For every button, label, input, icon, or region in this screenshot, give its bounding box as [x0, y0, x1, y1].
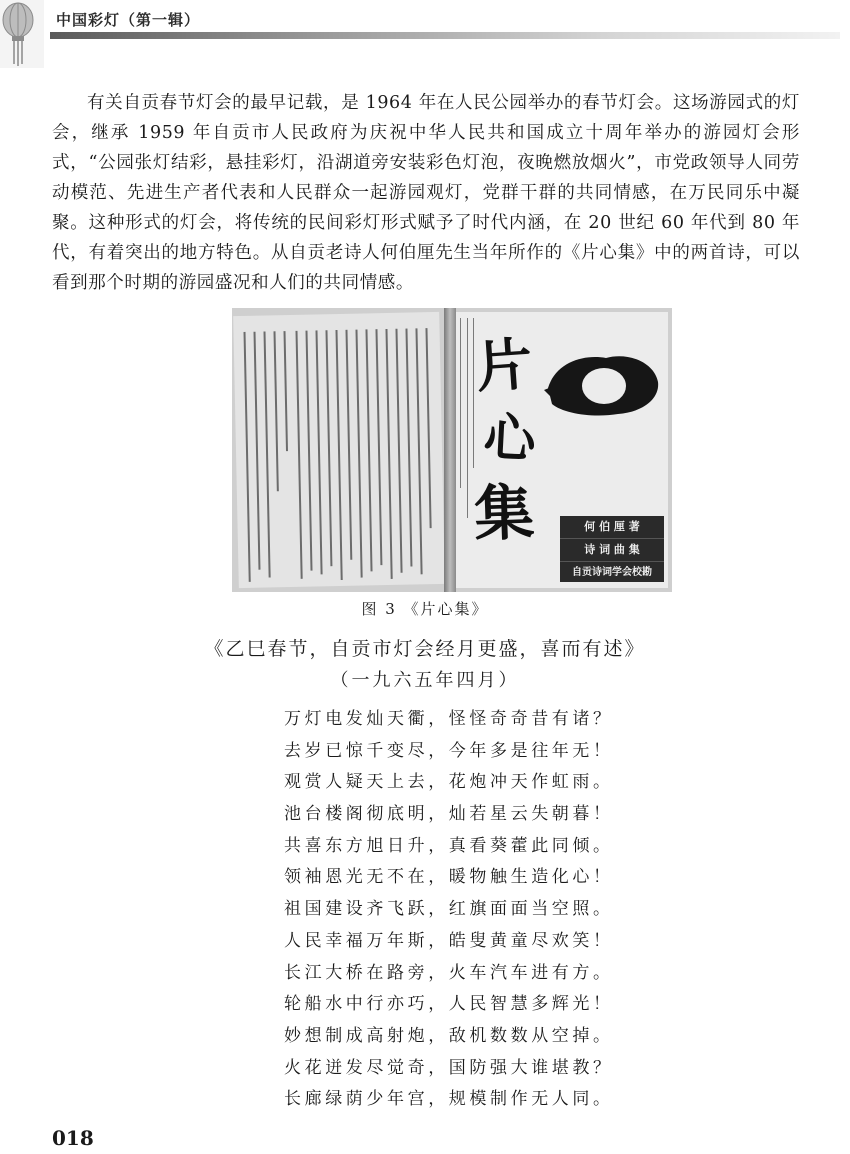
- figure-caption: 图 3 《片心集》: [361, 600, 489, 618]
- poem-line: 人民幸福万年斯，皓叟黄童尽欢笑！: [284, 930, 614, 951]
- poem-line: 领袖恩光无不在，暖物触生造化心！: [284, 867, 614, 888]
- publisher-label: [560, 516, 664, 582]
- header-title: 中国彩灯（第一辑）: [56, 11, 201, 29]
- poem-line: 共喜东方旭日升，真看葵藿此同倾。: [284, 835, 614, 856]
- ink-brush-stroke-icon: [544, 348, 662, 420]
- book-cover-page: [456, 312, 668, 588]
- book-photo: [232, 308, 672, 592]
- poem-line: 长江大桥在路旁，火车汽车进有方。: [284, 962, 614, 983]
- poem-line: 去岁已惊千变尽，今年多是往年无！: [284, 740, 614, 761]
- book-inner-page: [233, 312, 445, 588]
- page-header: [0, 0, 850, 70]
- poem-date: （一九六五年四月）: [330, 670, 520, 691]
- poem-line: 观赏人疑天上去，花炮冲天作虹雨。: [284, 772, 614, 793]
- poem-lines: [284, 704, 704, 1116]
- poem-line: 祖国建设齐飞跃，红旗面面当空照。: [284, 899, 614, 920]
- poem-line: 万灯电发灿天衢，怪怪奇奇昔有诸？: [284, 709, 614, 729]
- collection-line: 诗 词 曲 集: [560, 539, 664, 562]
- body-paragraph: 有关自贡春节灯会的最早记载，是 1964 年在人民公园举办的春节灯会。这场游园式的灯会，继承 1959 年自贡市人民政府为庆祝中华人民共和国成立十周年举办的游园灯会形式，“公园张灯结彩，悬挂彩灯，沿湖道旁安装彩色灯泡，夜晚燃放烟火”，市党政领导人同劳动模范、先进生产者代表和人民群众一起游园观灯，党群干群的共同情感，在万民同乐中凝聚。这种形式的灯会，将传统的民间彩灯形式赋予了时代内涵，在 20 世纪 60 年代到 80 年代，有着突出的地方特色。从自贡老诗人何伯厘先生当年所作的《片心集》中的两首诗，可以看到那个时期的游园盛况和人们的共同情感。: [52, 93, 800, 293]
- editor-line: 自贡诗词学会校勘: [572, 567, 652, 578]
- cover-calligraphy-char: 集: [472, 477, 536, 551]
- poem-line: 妙想制成高射炮，敌机数数从空掉。: [284, 1025, 614, 1046]
- poem-line: 轮船水中行亦巧，人民智慧多辉光！: [284, 994, 614, 1015]
- poem-line: 火花迸发尽觉奇，国防强大谁堪教？: [284, 1057, 614, 1078]
- poem-title: 《乙巳春节，自贡市灯会经月更盛，喜而有述》: [204, 638, 646, 660]
- cover-calligraphy-char: 心: [482, 406, 538, 471]
- lantern-icon: [0, 0, 44, 68]
- cover-calligraphy-char: 片: [474, 331, 535, 401]
- page-number: 018: [52, 1126, 94, 1150]
- poem-line: 池台楼阁彻底明，灿若星云失朝暮！: [284, 804, 614, 825]
- book-spine-gutter: [444, 308, 456, 592]
- poem-line: 长廊绿荫少年宫，规模制作无人同。: [284, 1089, 614, 1110]
- header-gradient-bar: [50, 32, 840, 39]
- author-line: 何 伯 厘 著: [560, 516, 664, 539]
